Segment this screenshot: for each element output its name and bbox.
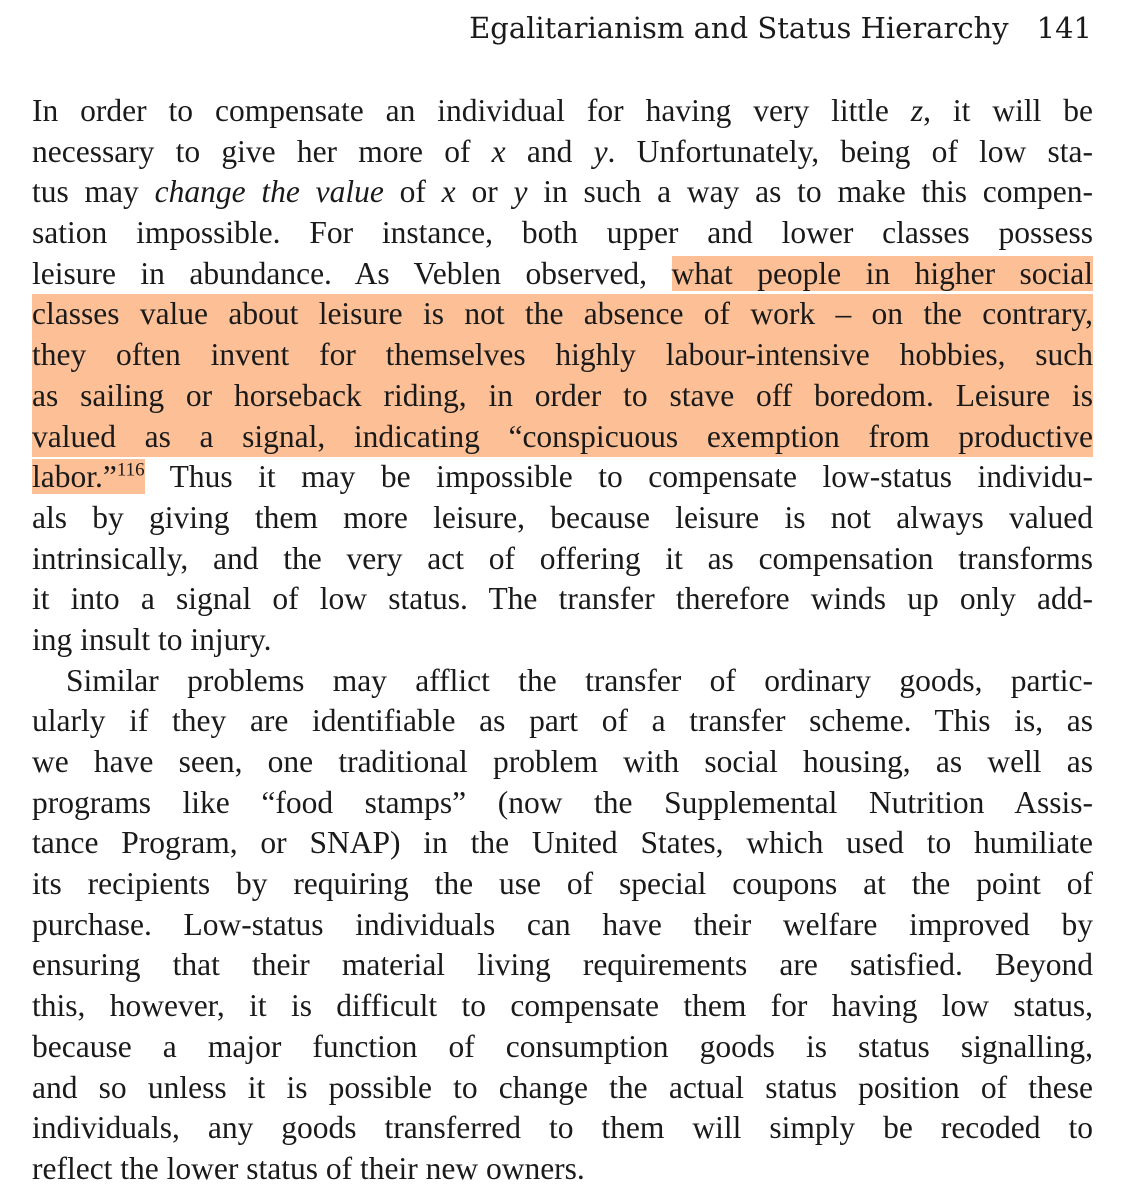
text-line: necessary to give her more of x and y. Unfortunately, being of low sta- <box>32 133 1093 169</box>
variable-y: y <box>513 174 528 210</box>
page-number: 141 <box>1036 11 1092 45</box>
text-line: tus may change the value of x or y in such a way as to make this compen- <box>32 174 1093 210</box>
text-line: intrinsically, and the very act of offering it as compensation transforms <box>32 540 1093 576</box>
variable-x: x <box>491 133 506 169</box>
running-head-title: Egalitarianism and Status Hierarchy <box>469 11 1009 45</box>
text-line: purchase. Low-status individuals can have their welfare improved by <box>32 906 1093 942</box>
text-line: because a major function of consumption goods is status signalling, <box>32 1028 1093 1064</box>
text-line: Similar problems may afflict the transfer of ordinary goods, partic- <box>66 662 1093 698</box>
highlighted-line: as sailing or horseback riding, in order to stave off boredom. Leisure is <box>32 376 1093 417</box>
text-line: ensuring that their material living requirements are satisfied. Beyond <box>32 947 1093 983</box>
text-line: tance Program, or SNAP) in the United States, which used to humiliate <box>32 825 1093 861</box>
text-line: ularly if they are identifiable as part of a transfer scheme. This is, as <box>32 703 1093 739</box>
text-line: sation impossible. For instance, both upper and lower classes possess <box>32 215 1093 251</box>
footnote-marker[interactable]: 116 <box>116 459 145 481</box>
text-line: labor.”$^{116}$ Thus it may be impossible to compensate low-status individu- <box>32 459 1093 495</box>
text-line: and so unless it is possible to change the actual status position of these <box>32 1069 1093 1105</box>
text-line: we have seen, one traditional problem with social housing, as well as <box>32 744 1093 779</box>
paragraph-1 <box>32 91 1093 661</box>
text-line: programs like “food stamps” (now the Supplemental Nutrition Assis- <box>32 784 1093 820</box>
body-text <box>32 91 1093 1190</box>
variable-y: y <box>593 133 608 169</box>
variable-x: x <box>441 174 456 210</box>
text-line: als by giving them more leisure, because leisure is not always valued <box>32 499 1093 535</box>
highlighted-text: labor.”$^{116}$ <box>32 459 145 495</box>
paragraph-2 <box>32 661 1093 1190</box>
highlighted-text: what people in higher social <box>671 255 1093 291</box>
text-line: individuals, any goods transferred to them will simply be recoded to <box>32 1110 1093 1146</box>
highlighted-line: they often invent for themselves highly labour-intensive hobbies, such <box>32 335 1093 376</box>
variable-z: z <box>910 93 924 128</box>
text-line: this, however, it is difficult to compensate them for having low status, <box>32 988 1093 1024</box>
running-head <box>469 10 1092 46</box>
text-line: leisure in abundance. As Veblen observed, what people in higher social <box>32 255 1093 291</box>
emphasis: change the value <box>154 174 384 210</box>
highlighted-line: valued as a signal, indicating “conspicuous exemption from productive <box>32 417 1093 458</box>
text-line: its recipients by requiring the use of special coupons at the point of <box>32 866 1093 902</box>
highlighted-line: classes value about leisure is not the absence of work – on the contrary, <box>32 294 1093 335</box>
text-line: In order to compensate an individual for having very little z, it will be <box>32 93 1093 128</box>
text-line: reflect the lower status of their new owners. <box>32 1150 585 1186</box>
text-line: ing insult to injury. <box>32 621 272 657</box>
text-line: it into a signal of low status. The transfer therefore winds up only add- <box>32 581 1093 617</box>
